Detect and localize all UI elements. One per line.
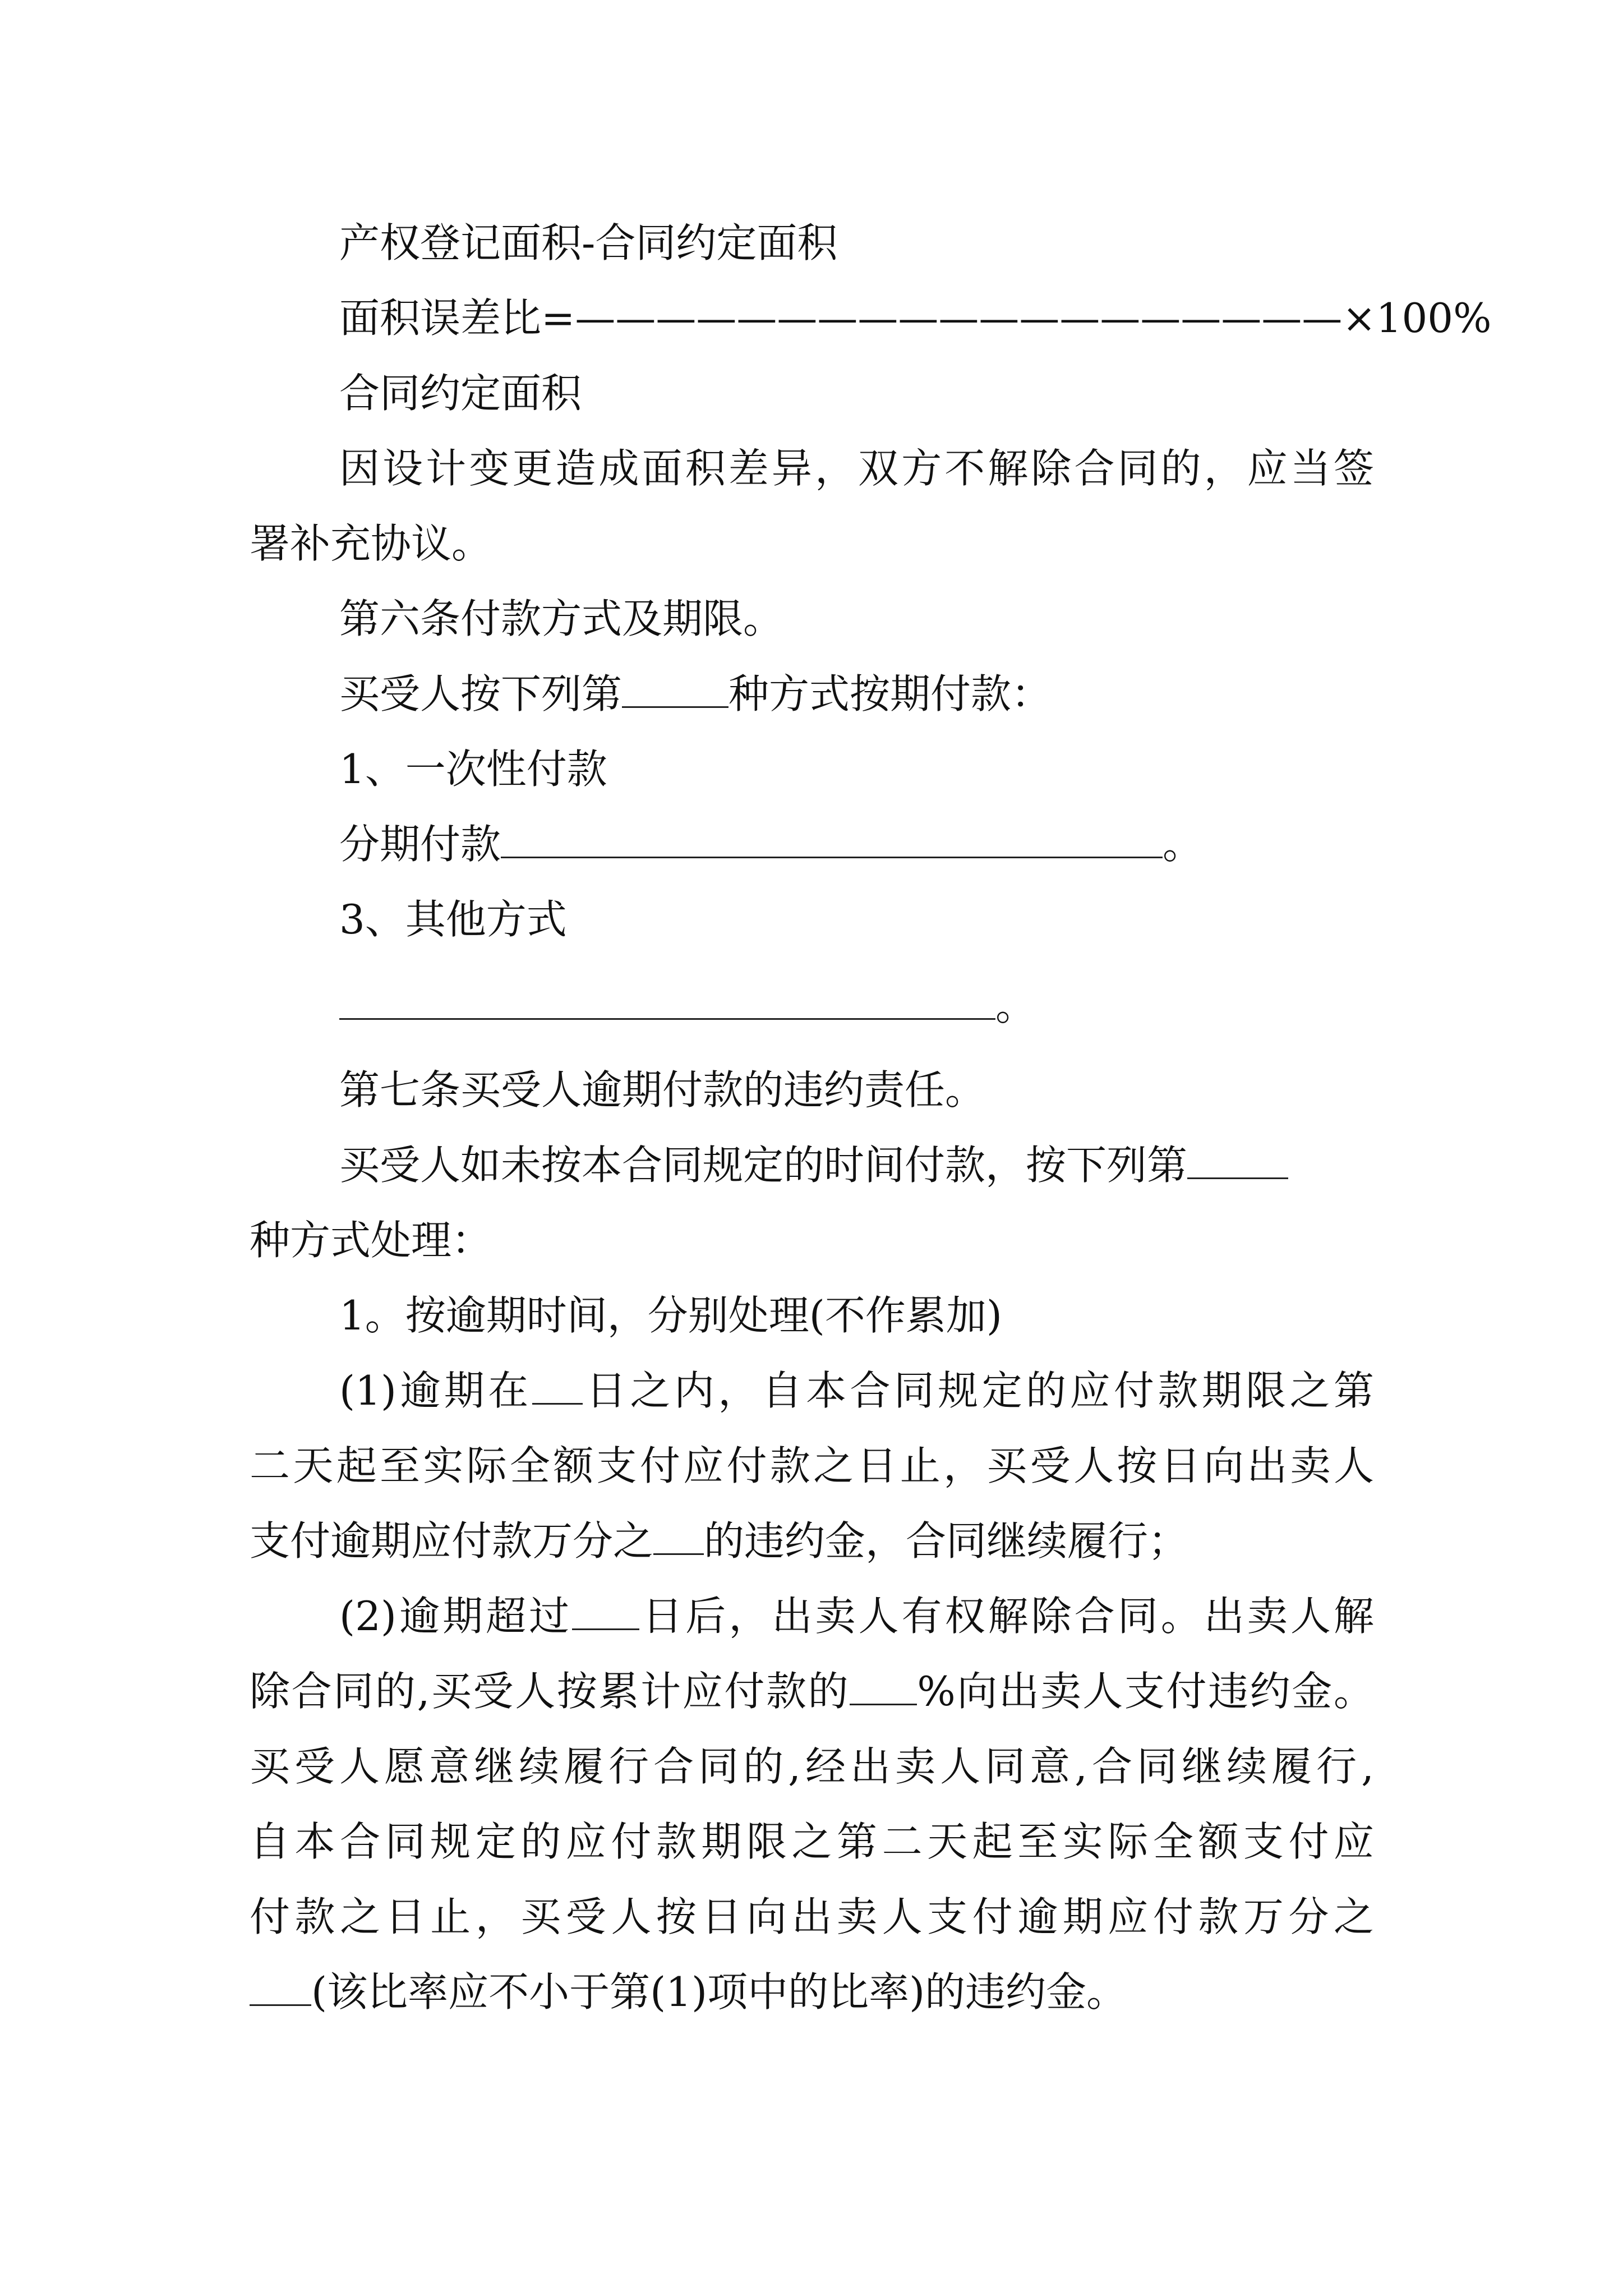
clause-1-2-line-4: 自本合同规定的应付款期限之第二天起至实际全额支付应: [250, 1818, 1374, 1865]
article-7-intro-line-2: 种方式处理：: [250, 1217, 492, 1264]
clause-1-2-line-5: 付款之日止，买受人按日向出卖人支付逾期应付款万分之: [250, 1893, 1374, 1940]
article-6-title: 第六条付款方式及期限。: [339, 595, 784, 642]
design-change-line-1: 因设计变更造成面积差异，双方不解除合同的，应当签: [339, 445, 1374, 492]
penalty-rate-blank: [653, 1520, 704, 1555]
article-7-intro-line-1: [339, 1138, 1288, 1192]
clause-1-1-line-3: [250, 1514, 1188, 1568]
article-6-item-2-text: 分期付款: [339, 821, 501, 868]
installment-blank: [501, 823, 1163, 858]
payment-method-blank: [622, 673, 728, 708]
clause-1-1-text-a: (1)逾期在: [339, 1367, 532, 1414]
article-7-clause-1: 1。按逾期时间，分别处理(不作累加): [339, 1292, 1002, 1339]
article-6-item-3-end: 。: [995, 982, 1036, 1029]
overdue-exceed-days-blank: [572, 1595, 639, 1630]
clause-1-2-text-a: (2)逾期超过: [339, 1593, 573, 1640]
article-6-item-3: 3、其他方式: [339, 896, 567, 943]
article-6-item-2-end: 。: [1163, 821, 1204, 868]
article-7-intro-text-a: 买受人如未按本合同规定的时间付款，按下列第: [339, 1142, 1188, 1189]
clause-1-2-line-3: 买受人愿意继续履行合同的,经出卖人同意,合同继续履行,: [250, 1743, 1374, 1790]
clause-1-2-line-1: [339, 1589, 1374, 1643]
penalty-percent-blank: [850, 1670, 917, 1705]
clause-1-2-text-d: %向出卖人支付违约金。: [917, 1668, 1375, 1715]
design-change-line-2: 署补充协议。: [250, 520, 492, 567]
clause-1-1-text-d: 的违约金，合同继续履行；: [704, 1517, 1189, 1565]
clause-1-1-text-b: 日之内，自本合同规定的应付款期限之第: [582, 1367, 1374, 1414]
article-6-intro-text-b: 种方式按期付款：: [728, 670, 1052, 717]
article-6-item-1: 1、一次性付款: [339, 746, 607, 793]
clause-1-2-text-b: 日后，出卖人有权解除合同。出卖人解: [639, 1593, 1374, 1640]
continued-penalty-rate-blank: [250, 1971, 311, 2006]
clause-1-1-text-c: 支付逾期应付款万分之: [250, 1517, 654, 1565]
formula-numerator: 产权登记面积-合同约定面积: [339, 219, 838, 266]
article-6-intro: [339, 667, 1052, 721]
overdue-days-blank: [532, 1369, 583, 1405]
clause-1-2-text-c: 除合同的,买受人按累计应付款的: [250, 1668, 850, 1715]
formula-ratio-line: 面积误差比=———————————————————×100%: [339, 295, 1492, 342]
clause-1-2-line-6: [250, 1965, 1127, 2019]
clause-1-1-line-1: [339, 1364, 1374, 1418]
article-6-intro-text-a: 买受人按下列第: [339, 670, 623, 717]
breach-method-blank: [1187, 1144, 1288, 1179]
clause-1-2-line-2: [250, 1664, 1374, 1718]
other-method-blank: [339, 984, 995, 1020]
clause-1-2-text-e: (该比率应不小于第(1)项中的比率)的违约金。: [311, 1968, 1127, 2016]
formula-denominator: 合同约定面积: [339, 370, 582, 417]
article-6-item-3-fill: [339, 979, 1036, 1033]
article-6-item-2: [339, 817, 1203, 871]
article-7-title: 第七条买受人逾期付款的违约责任。: [339, 1066, 986, 1114]
clause-1-1-line-2: 二天起至实际全额支付应付款之日止，买受人按日向出卖人: [250, 1442, 1374, 1489]
